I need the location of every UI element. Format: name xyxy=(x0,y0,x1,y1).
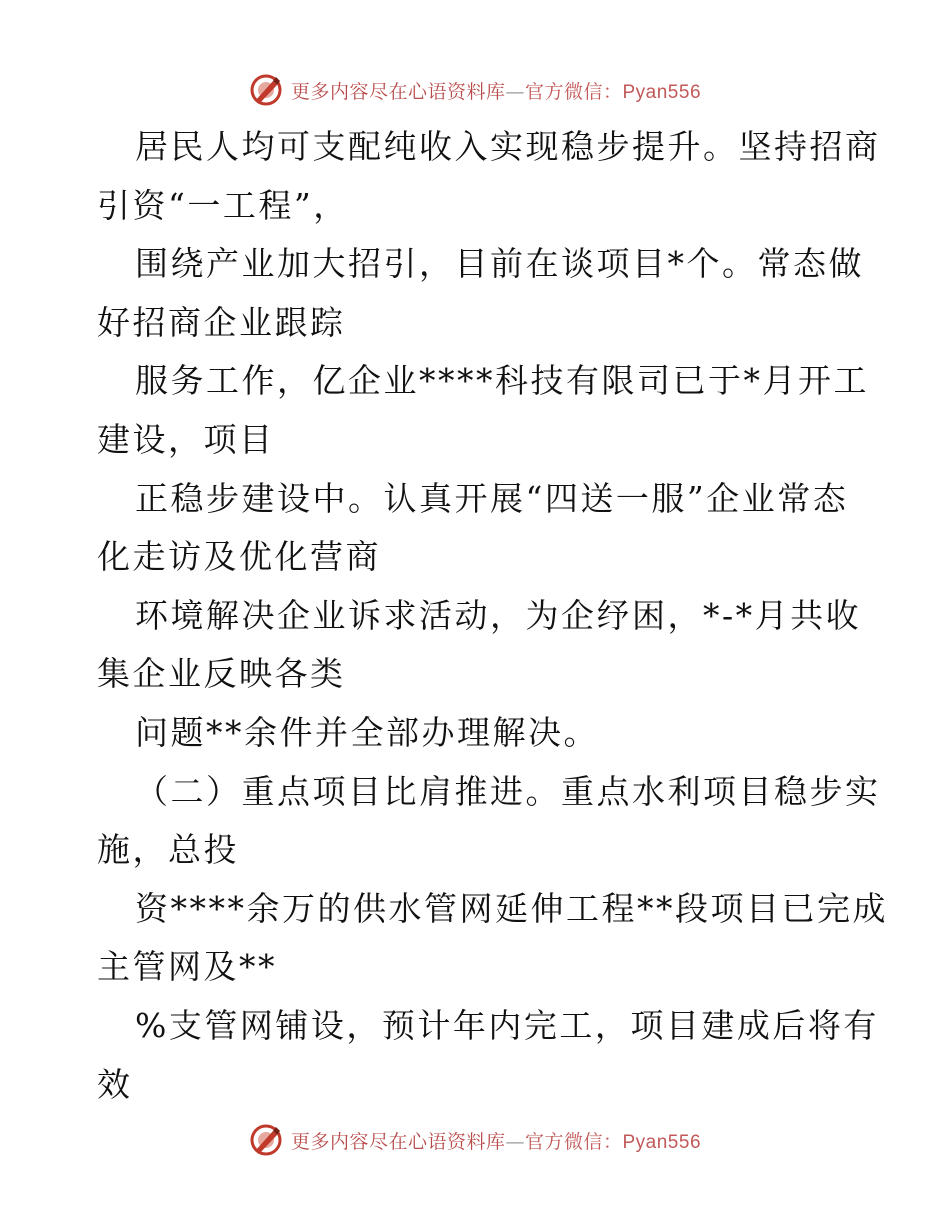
text-line: 效 xyxy=(97,1064,133,1104)
footer-banner-slogan: 更多内容尽在心语资料库 xyxy=(290,1130,506,1153)
text-line: 资****余万的供水管网延伸工程**段项目已完成 xyxy=(135,888,888,928)
pen-logo-icon xyxy=(249,73,283,107)
footer-banner-text xyxy=(291,1127,701,1154)
text-line: 服务工作，亿企业****科技有限司已于*月开工 xyxy=(135,361,869,401)
text-line: %支管网铺设，预计年内完工，项目建成后将有 xyxy=(135,1005,879,1045)
text-line: 引资“一工程”， xyxy=(97,185,349,225)
text-line: 环境解决企业诉求活动，为企纾困，*-*月共收 xyxy=(135,595,862,635)
text-line: 正稳步建设中。认真开展“四送一服”企业常态 xyxy=(135,478,849,518)
header-banner-text xyxy=(291,77,701,104)
header-banner-separator: — xyxy=(505,80,525,103)
header-banner-slogan: 更多内容尽在心语资料库 xyxy=(290,80,506,103)
text-line: 好招商企业跟踪 xyxy=(97,302,346,342)
text-line: 施，总投 xyxy=(97,830,239,870)
text-line: 问题**余件并全部办理解决。 xyxy=(135,712,599,752)
header-banner-contact: 官方微信：Pyan556 xyxy=(525,81,702,103)
text-line: 建设，项目 xyxy=(97,419,275,459)
pen-logo-icon xyxy=(249,1123,283,1157)
text-line: 围绕产业加大招引，目前在谈项目*个。常态做 xyxy=(135,244,864,284)
text-line: 化走访及优化营商 xyxy=(97,537,381,577)
footer-banner-contact: 官方微信：Pyan556 xyxy=(525,1131,702,1153)
text-line: 居民人均可支配纯收入实现稳步提升。坚持招商 xyxy=(135,127,881,166)
document-body xyxy=(97,118,888,1114)
section-heading-line: （二）重点项目比肩推进。重点水利项目稳步实 xyxy=(135,771,881,811)
text-line: 主管网及** xyxy=(97,947,277,987)
text-line: 集企业反映各类 xyxy=(97,654,346,694)
header-banner xyxy=(0,70,950,110)
footer-banner xyxy=(0,1120,950,1160)
footer-banner-separator: — xyxy=(505,1130,525,1153)
